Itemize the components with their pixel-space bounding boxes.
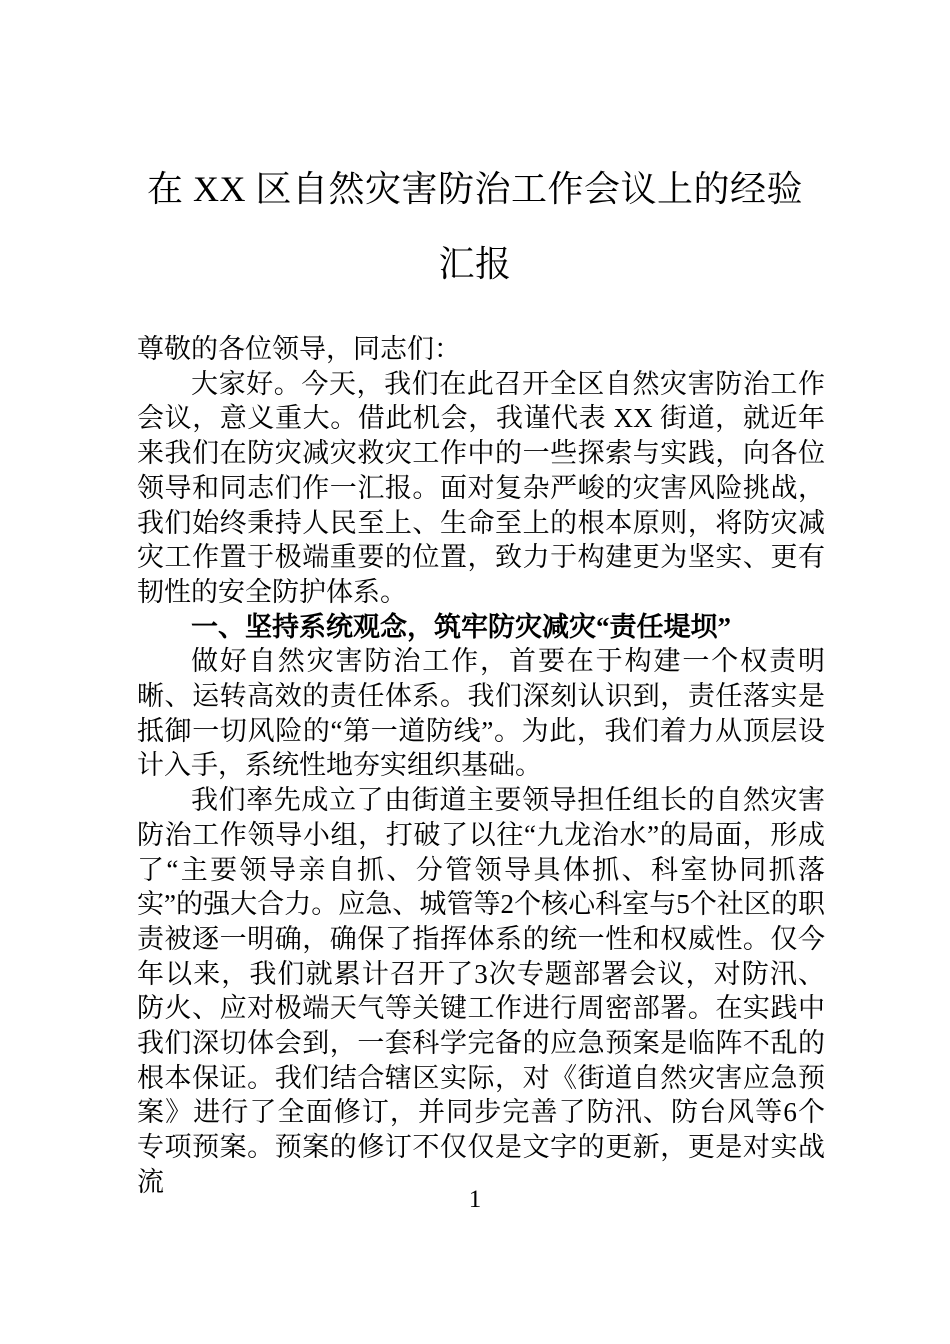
paragraph-opening: 大家好。今天，我们在此召开全区自然灾害防治工作会议，意义重大。借此机会，我谨代表 XX 街道，就近年来我们在防灾减灾救灾工作中的一些探索与实践，向各位领导和同志们作一汇报。面对复杂严峻的灾害风险挑战，我们始终秉持人民至上、生命至上的根本原则，将防灾减灾工作置于极端重要的位置，致力于构建更为坚实、更有韧性的安全防护体系。 (137, 368, 825, 607)
document-title: 在 XX 区自然灾害防治工作会议上的经验汇报 (147, 169, 803, 284)
page-number: 1 (468, 1186, 482, 1213)
paragraph-responsibility-system: 做好自然灾害防治工作，首要在于构建一个权责明晰、运转高效的责任体系。我们深刻认识到，责任落实是抵御一切风险的“第一道防线”。为此，我们着力从顶层设计入手，系统性地夯实组织基础。 (137, 646, 825, 781)
section-heading-1: 一、坚持系统观念，筑牢防灾减灾“责任堤坝” (191, 611, 731, 642)
salutation: 尊敬的各位领导，同志们： (137, 334, 461, 364)
paragraph-leading-group: 我们率先成立了由街道主要领导担任组长的自然灾害防治工作领导小组，打破了以往“九龙治水”的局面，形成了“主要领导亲自抓、分管领导具体抓、科室协同抓落实”的强大合力。应急、城管等2个核心科室与5个社区的职责被逐一明确，确保了指挥体系的统一性和权威性。仅今年以来，我们就累计召开了3次专题部署会议，对防汛、防火、应对极端天气等关键工作进行周密部署。在实践中我们深切体会到，一套科学完备的应急预案是临阵不乱的根本保证。我们结合辖区实际，对《街道自然灾害应急预案》进行了全面修订，并同步完善了防汛、防台风等6个专项预案。预案的修订不仅仅是文字的更新，更是对实战流 (137, 785, 825, 1197)
document-body (137, 332, 825, 1200)
